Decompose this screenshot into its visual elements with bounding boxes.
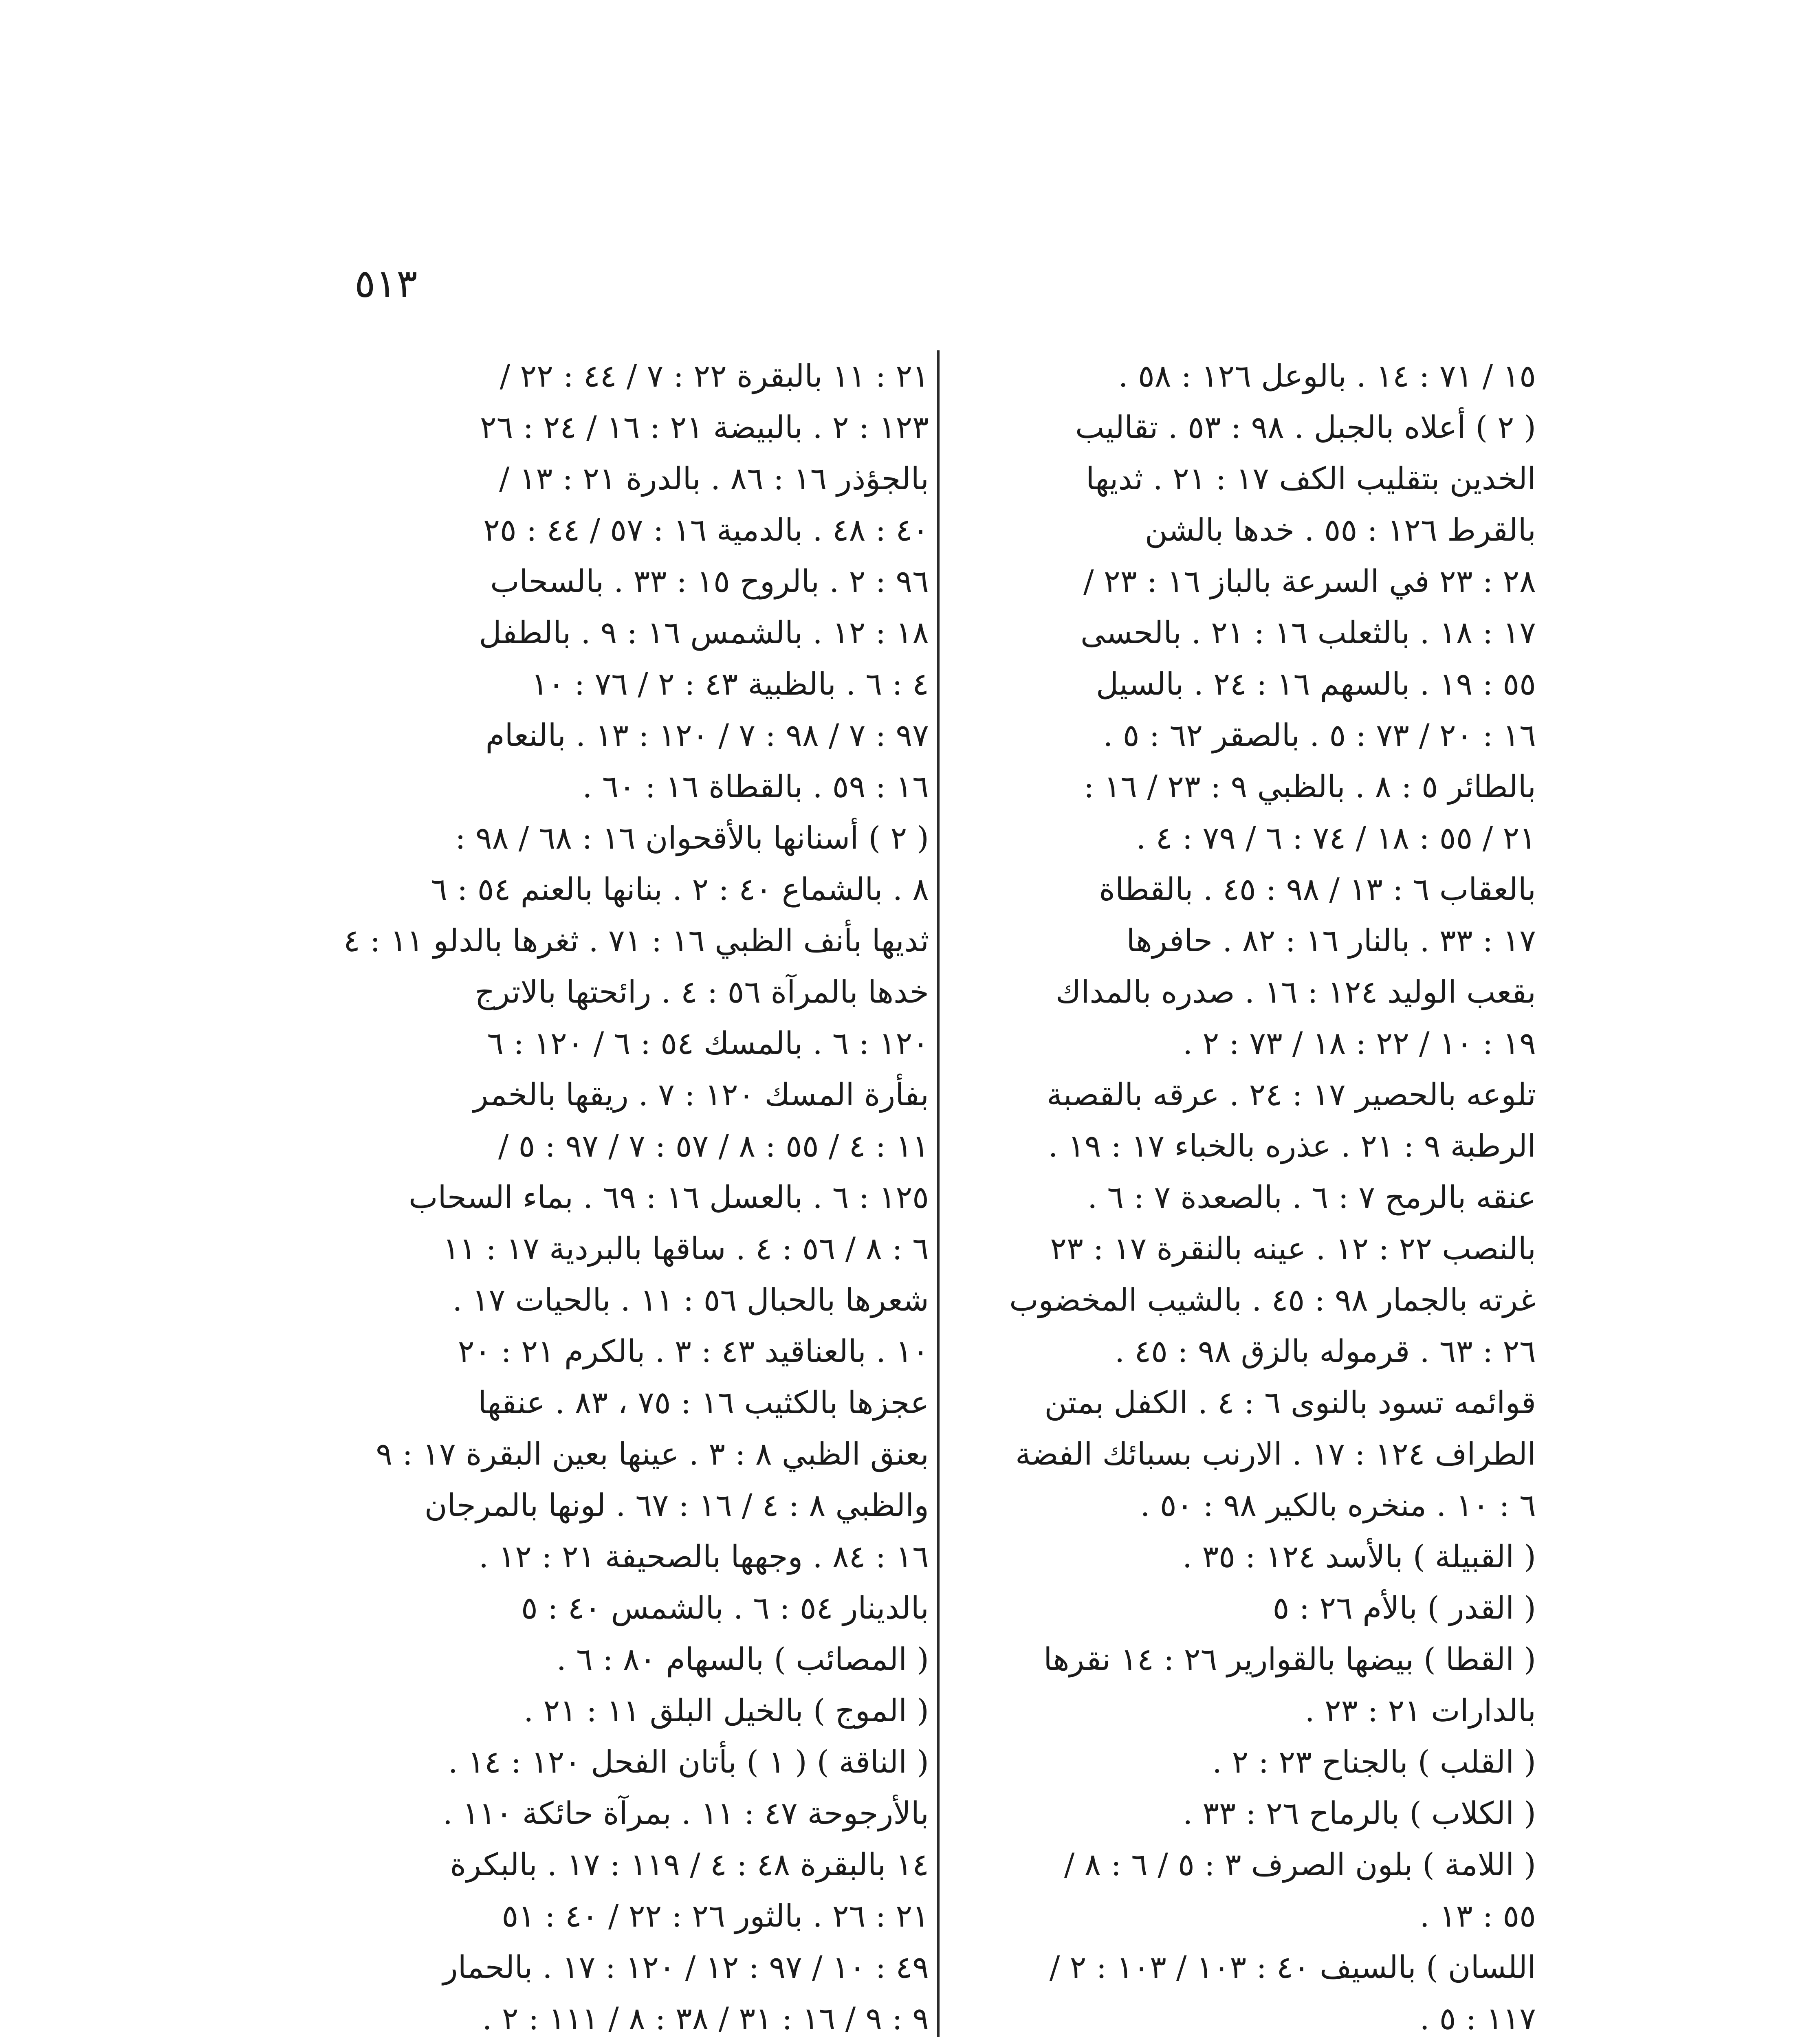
index-line: ١٨ : ١٢ . بالشمس ١٦ : ٩ . بالطفل bbox=[479, 614, 929, 651]
index-line: ٢١ : ٢٦ . بالثور ٢٦ : ٢٢ / ٤٠ : ٥١ bbox=[502, 1898, 929, 1934]
index-line: ٤٠ : ٤٨ . بالدمية ١٦ : ٥٧ / ٤٤ : ٢٥ bbox=[483, 512, 929, 548]
index-line: ٢١ : ١١ بالبقرة ٢٢ : ٧ / ٤٤ : ٢٢ / bbox=[500, 358, 929, 394]
index-line: خدها بالمرآة ٥٦ : ٤ . رائحتها بالاترج bbox=[475, 974, 929, 1010]
index-line: ١٩ : ١٠ / ٢٢ : ١٨ / ٧٣ : ٢ . bbox=[1183, 1025, 1536, 1061]
index-line: ٩٦ : ٢ . بالروح ١٥ : ٣٣ . بالسحاب bbox=[490, 563, 929, 599]
index-line: ١٥ / ٧١ : ١٤ . بالوعل ١٢٦ : ٥٨ . bbox=[1118, 358, 1536, 394]
index-line: ٨ . بالشماع ٤٠ : ٢ . بنانها بالعنم ٥٤ : ٦ bbox=[431, 871, 929, 907]
index-line: ١٦ : ٥٩ . بالقطاة ١٦ : ٦٠ . bbox=[582, 768, 929, 805]
index-line: ٢٨ : ٢٣ في السرعة بالباز ١٦ : ٢٣ / bbox=[1083, 563, 1536, 599]
index-line: ٦ : ١٠ . منخره بالكير ٩٨ : ٥٠ . bbox=[1140, 1487, 1536, 1523]
index-line: ( اللامة ) بلون الصرف ٣ : ٥ / ٦ : ٨ / bbox=[1064, 1846, 1536, 1883]
page-number: ٥١٣ bbox=[354, 261, 418, 306]
index-line: ( المصائب ) بالسهام ٨٠ : ٦ . bbox=[556, 1641, 929, 1677]
index-line: بفأرة المسك ١٢٠ : ٧ . ريقها بالخمر bbox=[473, 1076, 929, 1113]
index-line: ( ٢ ) أسنانها بالأقحوان ١٦ : ٦٨ / ٩٨ : bbox=[455, 820, 929, 856]
index-line: بالعقاب ٦ : ١٣ / ٩٨ : ٤٥ . بالقطاة bbox=[1099, 871, 1536, 907]
index-line: ١٦ : ٨٤ . وجهها بالصحيفة ٢١ : ١٢ . bbox=[479, 1538, 929, 1575]
index-line: ١٢٣ : ٢ . بالبيضة ٢١ : ١٦ / ٢٤ : ٢٦ bbox=[480, 409, 929, 445]
index-line: عجزها بالكثيب ١٦ : ٧٥ ، ٨٣ . عنقها bbox=[478, 1384, 929, 1421]
index-line: عنقه بالرمح ٧ : ٦ . بالصعدة ٧ : ٦ . bbox=[1087, 1179, 1536, 1215]
index-line: ١٦ : ٢٠ / ٧٣ : ٥ . بالصقر ٦٢ : ٥ . bbox=[1103, 717, 1536, 753]
index-line: شعرها بالحبال ٥٦ : ١١ . بالحيات ١٧ . bbox=[452, 1282, 929, 1318]
index-line: بالأرجوحة ٤٧ : ١١ . بمرآة حائكة ١١٠ . bbox=[442, 1795, 929, 1831]
index-line: ١٢٠ : ٦ . بالمسك ٥٤ : ٦ / ١٢٠ : ٦ bbox=[487, 1025, 929, 1061]
index-line: ٥٥ : ١٩ . بالسهم ١٦ : ٢٤ . بالسيل bbox=[1096, 666, 1536, 702]
right-column bbox=[953, 350, 1536, 2037]
index-line: الطراف ١٢٤ : ١٧ . الارنب بسبائك الفضة bbox=[1015, 1436, 1536, 1472]
index-line: غرته بالجمار ٩٨ : ٤٥ . بالشيب المخضوب bbox=[1009, 1282, 1536, 1318]
index-line: ( القبيلة ) بالأسد ١٢٤ : ٣٥ . bbox=[1182, 1538, 1536, 1575]
left-column bbox=[342, 350, 929, 2037]
index-line: ٤ : ٦ . بالظبية ٤٣ : ٢ / ٧٦ : ١٠ bbox=[531, 666, 929, 702]
index-line: تلوعه بالحصير ١٧ : ٢٤ . عرقه بالقصبة bbox=[1047, 1076, 1536, 1113]
index-line: قوائمه تسود بالنوى ٦ : ٤ . الكفل بمتن bbox=[1044, 1384, 1536, 1421]
index-line: ٩ : ٩ / ١٦ : ٣١ / ٣٨ : ٨ / ١١١ : ٢ . bbox=[482, 2000, 929, 2037]
column-divider bbox=[937, 350, 940, 2037]
index-line: ١١٧ : ٥ . bbox=[1419, 2000, 1536, 2037]
index-line: ١٤ بالبقرة ٤٨ : ٤ / ١١٩ : ١٧ . بالبكرة bbox=[450, 1846, 929, 1883]
index-line: ١٢٥ : ٦ . بالعسل ١٦ : ٦٩ . بماء السحاب bbox=[409, 1179, 929, 1215]
index-line: ثديها بأنف الظبي ١٦ : ٧١ . ثغرها بالدلو ١١ : ٤ bbox=[343, 922, 929, 959]
index-line: والظبي ٨ : ٤ / ١٦ : ٦٧ . لونها بالمرجان bbox=[424, 1487, 929, 1523]
index-line: بالنصب ٢٢ : ١٢ . عينه بالنقرة ١٧ : ٢٣ bbox=[1050, 1230, 1536, 1267]
index-line: بالدارات ٢١ : ٢٣ . bbox=[1305, 1692, 1536, 1729]
index-line: الخدين بتقليب الكف ١٧ : ٢١ . ثديها bbox=[1086, 460, 1536, 497]
index-line: ( القلب ) بالجناح ٢٣ : ٢ . bbox=[1212, 1744, 1536, 1780]
index-line: ٥٥ : ١٣ . bbox=[1419, 1898, 1536, 1934]
index-line: بعنق الظبي ٨ : ٣ . عينها بعين البقرة ١٧ : ٩ bbox=[376, 1436, 929, 1472]
index-line: ٤٩ : ١٠ / ٩٧ : ١٢ / ١٢٠ : ١٧ . بالحمار bbox=[442, 1949, 929, 1985]
index-line: ( الناقة ) ( ١ ) بأتان الفحل ١٢٠ : ١٤ . bbox=[448, 1744, 929, 1780]
index-line: ١٧ : ١٨ . بالثعلب ١٦ : ٢١ . بالحسى bbox=[1080, 614, 1536, 651]
index-line: بالقرط ١٢٦ : ٥٥ . خدها بالشن bbox=[1144, 512, 1536, 548]
index-line: ( ٢ ) أعلاه بالجبل . ٩٨ : ٥٣ . تقاليب bbox=[1075, 409, 1536, 445]
index-line: ( الكلاب ) بالرماح ٢٦ : ٣٣ . bbox=[1183, 1795, 1536, 1831]
index-line: بالجؤذر ١٦ : ٨٦ . بالدرة ٢١ : ١٣ / bbox=[499, 460, 929, 497]
index-line: ( القدر ) بالأم ٢٦ : ٥ bbox=[1272, 1590, 1536, 1626]
index-line: ٢١ / ٥٥ : ١٨ / ٧٤ : ٦ / ٧٩ : ٤ . bbox=[1136, 820, 1536, 856]
index-line: ٦ : ٨ / ٥٦ : ٤ . ساقها بالبردية ١٧ : ١١ bbox=[442, 1230, 929, 1267]
index-line: ١٠ . بالعناقيد ٤٣ : ٣ . بالكرم ٢١ : ٢٠ bbox=[458, 1333, 929, 1369]
index-line: بقعب الوليد ١٢٤ : ١٦ . صدره بالمداك bbox=[1055, 974, 1536, 1010]
index-line: ١١ : ٤ / ٥٥ : ٨ / ٥٧ : ٧ / ٩٧ : ٥ / bbox=[498, 1128, 929, 1164]
index-line: اللسان ) بالسيف ٤٠ : ١٠٣ / ١٠٣ : ٢ / bbox=[1049, 1949, 1536, 1985]
index-line: ( القطا ) بيضها بالقوارير ٢٦ : ١٤ نقرها bbox=[1043, 1641, 1536, 1677]
index-line: الرطبة ٩ : ٢١ . عذره بالخباء ١٧ : ١٩ . bbox=[1048, 1128, 1536, 1164]
index-line: ١٧ : ٣٣ . بالنار ١٦ : ٨٢ . حافرها bbox=[1126, 922, 1536, 959]
index-line: بالطائر ٥ : ٨ . بالظبي ٩ : ٢٣ / ١٦ : bbox=[1083, 768, 1536, 805]
index-line: بالدينار ٥٤ : ٦ . بالشمس ٤٠ : ٥ bbox=[521, 1590, 929, 1626]
index-line: ( الموج ) بالخيل البلق ١١ : ٢١ . bbox=[524, 1692, 929, 1729]
index-line: ٩٧ : ٧ / ٩٨ : ٧ / ١٢٠ : ١٣ . بالنعام bbox=[485, 717, 929, 753]
index-line: ٢٦ : ٦٣ . قرموله بالزق ٩٨ : ٤٥ . bbox=[1114, 1333, 1536, 1369]
